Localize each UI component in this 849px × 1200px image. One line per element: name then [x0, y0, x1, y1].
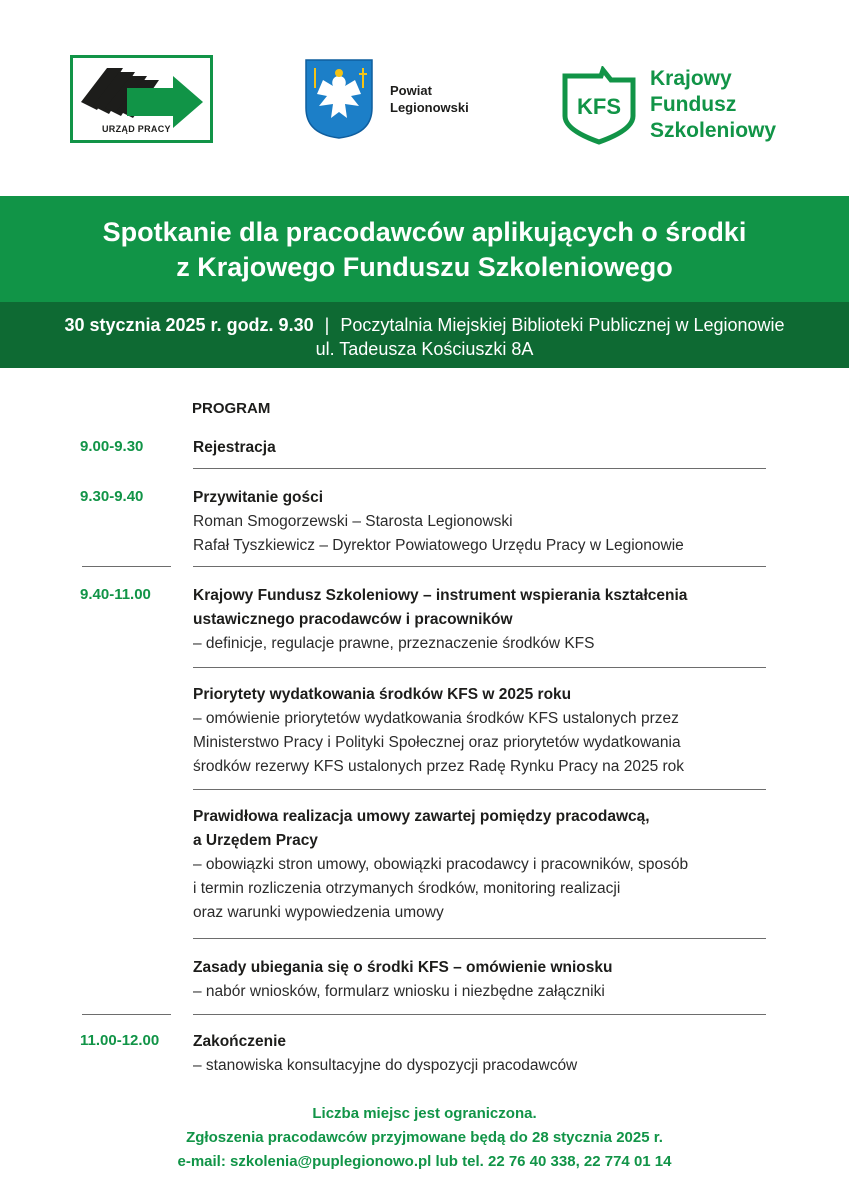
program-item-title: Priorytety wydatkowania środków KFS w 2025 roku — [193, 686, 572, 703]
program-item-title: Krajowy Fundusz Szkoleniowy – instrument wspierania kształcenia — [193, 587, 688, 604]
program-item-line: – nabór wniosków, formularz wniosku i niezbędne załączniki — [193, 983, 605, 1000]
program-item-line: oraz warunki wypowiedzenia umowy — [193, 904, 444, 921]
kfs-name-line1: Krajowy — [650, 67, 732, 90]
coat-of-arms-icon — [303, 58, 375, 140]
program-item-time: 9.30-9.40 — [80, 488, 144, 505]
legionowski-label: Legionowski — [390, 100, 469, 115]
footer-notice — [0, 1102, 849, 1174]
program-item-line: – definicje, regulacje prawne, przeznaczenie środków KFS — [193, 635, 595, 652]
kfs-name-line3: Szkoleniowy — [650, 119, 777, 142]
program-item-title: Zasady ubiegania się o środki KFS – omówienie wniosku — [193, 959, 613, 976]
event-venue: Poczytalnia Miejskiej Biblioteki Publicznej w Legionowie — [340, 315, 785, 335]
powiat-legionowski-logo — [303, 58, 493, 140]
divider — [193, 938, 766, 939]
event-address: ul. Tadeusza Kościuszki 8A — [315, 339, 534, 359]
title-banner — [0, 196, 849, 302]
divider — [193, 789, 766, 790]
footer-limited-places: Liczba miejsc jest ograniczona. — [312, 1105, 537, 1122]
program-item-body — [193, 956, 783, 1004]
program-item-time: 9.00-9.30 — [80, 438, 144, 455]
event-date-time: 30 stycznia 2025 r. godz. 9.30 — [64, 315, 314, 335]
divider — [193, 1014, 766, 1015]
urzad-pracy-label: URZĄD PRACY — [102, 124, 171, 134]
program-item-title: Zakończenie — [193, 1033, 287, 1050]
divider — [193, 566, 766, 567]
program-item-body — [193, 584, 783, 656]
event-info-banner — [0, 302, 849, 368]
divider-short — [82, 1014, 171, 1015]
event-separator: | — [324, 315, 330, 335]
program-item-body — [193, 486, 783, 558]
title-line1: Spotkanie dla pracodawców aplikujących o środki — [102, 217, 747, 247]
urzad-pracy-logo — [70, 55, 213, 143]
program-item-line: – obowiązki stron umowy, obowiązki pracodawcy i pracowników, sposób — [193, 856, 689, 873]
program-item-line: Rafał Tyszkiewicz – Dyrektor Powiatowego Urzędu Pracy w Legionowie — [193, 537, 684, 554]
kfs-logo — [561, 66, 801, 148]
program-item-time: 9.40-11.00 — [80, 586, 151, 603]
kfs-name-line2: Fundusz — [650, 93, 737, 116]
program-heading: PROGRAM — [192, 400, 271, 417]
program-item-line: środków rezerwy KFS ustalonych przez Radę Rynku Pracy na 2025 rok — [193, 758, 685, 775]
divider-short — [82, 566, 171, 567]
program-item-title: Rejestracja — [193, 439, 276, 456]
program-item-body — [193, 805, 783, 925]
program-item-line: – omówienie priorytetów wydatkowania środków KFS ustalonych przez — [193, 710, 679, 727]
program-item-line: Ministerstwo Pracy i Polityki Społecznej oraz priorytetów wydatkowania — [193, 734, 681, 751]
program-item-body — [193, 1030, 783, 1078]
header-logos — [0, 0, 849, 196]
powiat-label: Powiat — [390, 83, 432, 98]
footer-deadline: Zgłoszenia pracodawców przyjmowane będą do 28 stycznia 2025 r. — [186, 1129, 663, 1146]
divider — [193, 667, 766, 668]
kfs-badge-text: KFS — [577, 94, 621, 119]
title-line2: z Krajowego Funduszu Szkoleniowego — [176, 252, 673, 282]
program-item-title-cont: ustawicznego pracodawców i pracowników — [193, 611, 513, 628]
program-item-time: 11.00-12.00 — [80, 1032, 160, 1049]
program-item-body — [193, 683, 783, 779]
kfs-shield-icon — [561, 66, 637, 146]
program-item-body — [193, 436, 783, 460]
program-item-title: Prawidłowa realizacja umowy zawartej pomiędzy pracodawcą, — [193, 808, 650, 825]
divider — [193, 468, 766, 469]
program-item-title-cont: a Urzędem Pracy — [193, 832, 318, 849]
program-item-title: Przywitanie gości — [193, 489, 324, 506]
program-item-line: i termin rozliczenia otrzymanych środków, monitoring realizacji — [193, 880, 621, 897]
footer-contact: e-mail: szkolenia@puplegionowo.pl lub tel. 22 76 40 338, 22 774 01 14 — [177, 1153, 672, 1170]
program-item-line: – stanowiska konsultacyjne do dyspozycji pracodawców — [193, 1057, 578, 1074]
program-item-line: Roman Smogorzewski – Starosta Legionowski — [193, 513, 513, 530]
